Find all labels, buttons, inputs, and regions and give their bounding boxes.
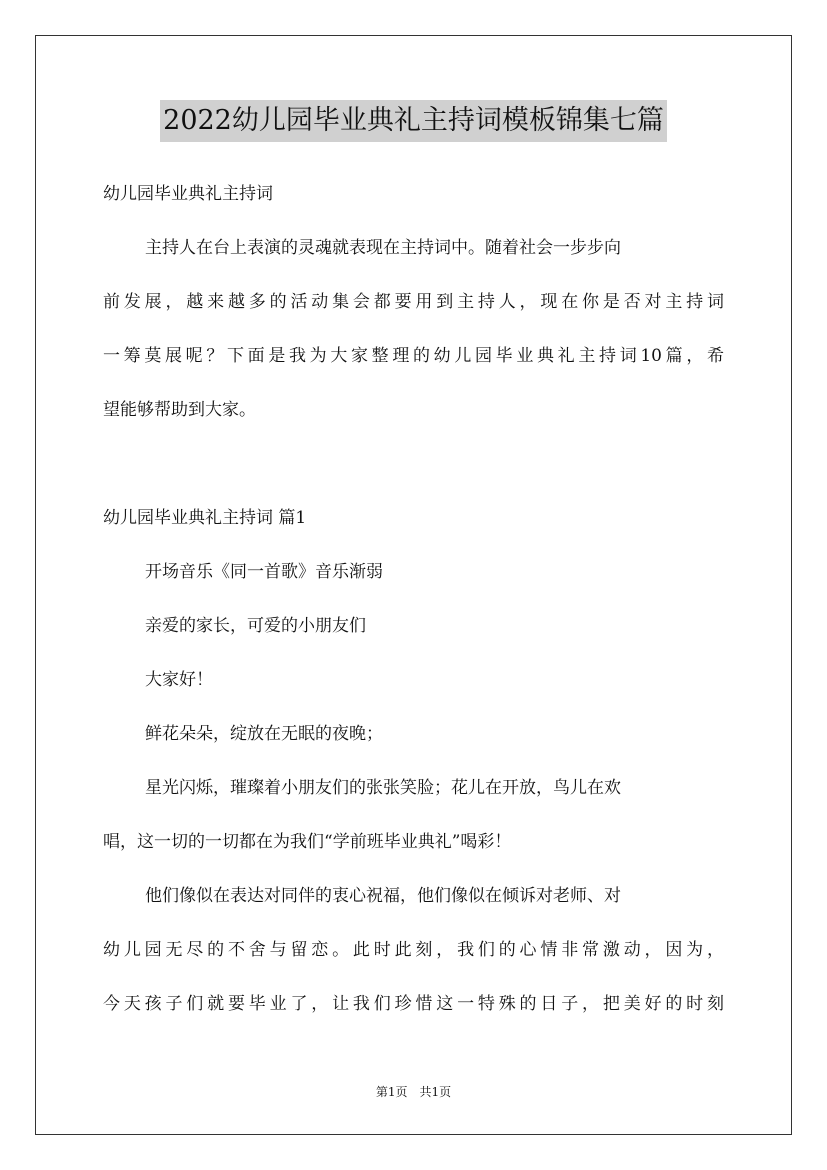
paragraph-line: 幼儿园无尽的不舍与留恋。此时此刻，我们的心情非常激动，因为， [103,940,724,960]
paragraph-line: 开场音乐《同一首歌》音乐渐弱 [145,562,383,582]
document-title: 2022幼儿园毕业典礼主持词模板锦集七篇 [160,100,667,142]
paragraph-line: 望能够帮助到大家。 [103,400,256,420]
title-container [0,100,827,142]
section-heading-intro: 幼儿园毕业典礼主持词 [103,184,273,204]
paragraph-line: 亲爱的家长，可爱的小朋友们 [145,616,366,636]
paragraph-line: 主持人在台上表演的灵魂就表现在主持词中。随着社会一步步向 [145,238,621,258]
paragraph-line: 前发展，越来越多的活动集会都要用到主持人，现在你是否对主持词 [103,292,724,312]
paragraph-line: 他们像似在表达对同伴的衷心祝福，他们像似在倾诉对老师、对 [145,886,621,906]
page-footer [0,1084,827,1100]
paragraph-line: 鲜花朵朵，绽放在无眠的夜晚； [145,724,383,744]
paragraph-line: 大家好！ [145,670,213,690]
paragraph-line: 星光闪烁，璀璨着小朋友们的张张笑脸；花儿在开放，鸟儿在欢 [145,778,621,798]
paragraph-line: 唱，这一切的一切都在为我们“学前班毕业典礼”喝彩！ [103,832,512,852]
paragraph-line: 一筹莫展呢？下面是我为大家整理的幼儿园毕业典礼主持词10篇，希 [103,346,724,366]
section-heading-part1: 幼儿园毕业典礼主持词 篇1 [103,508,307,528]
page-number: 第1页 [375,1085,408,1099]
page-total: 共1页 [419,1085,452,1099]
paragraph-line: 今天孩子们就要毕业了，让我们珍惜这一特殊的日子，把美好的时刻 [103,994,724,1014]
